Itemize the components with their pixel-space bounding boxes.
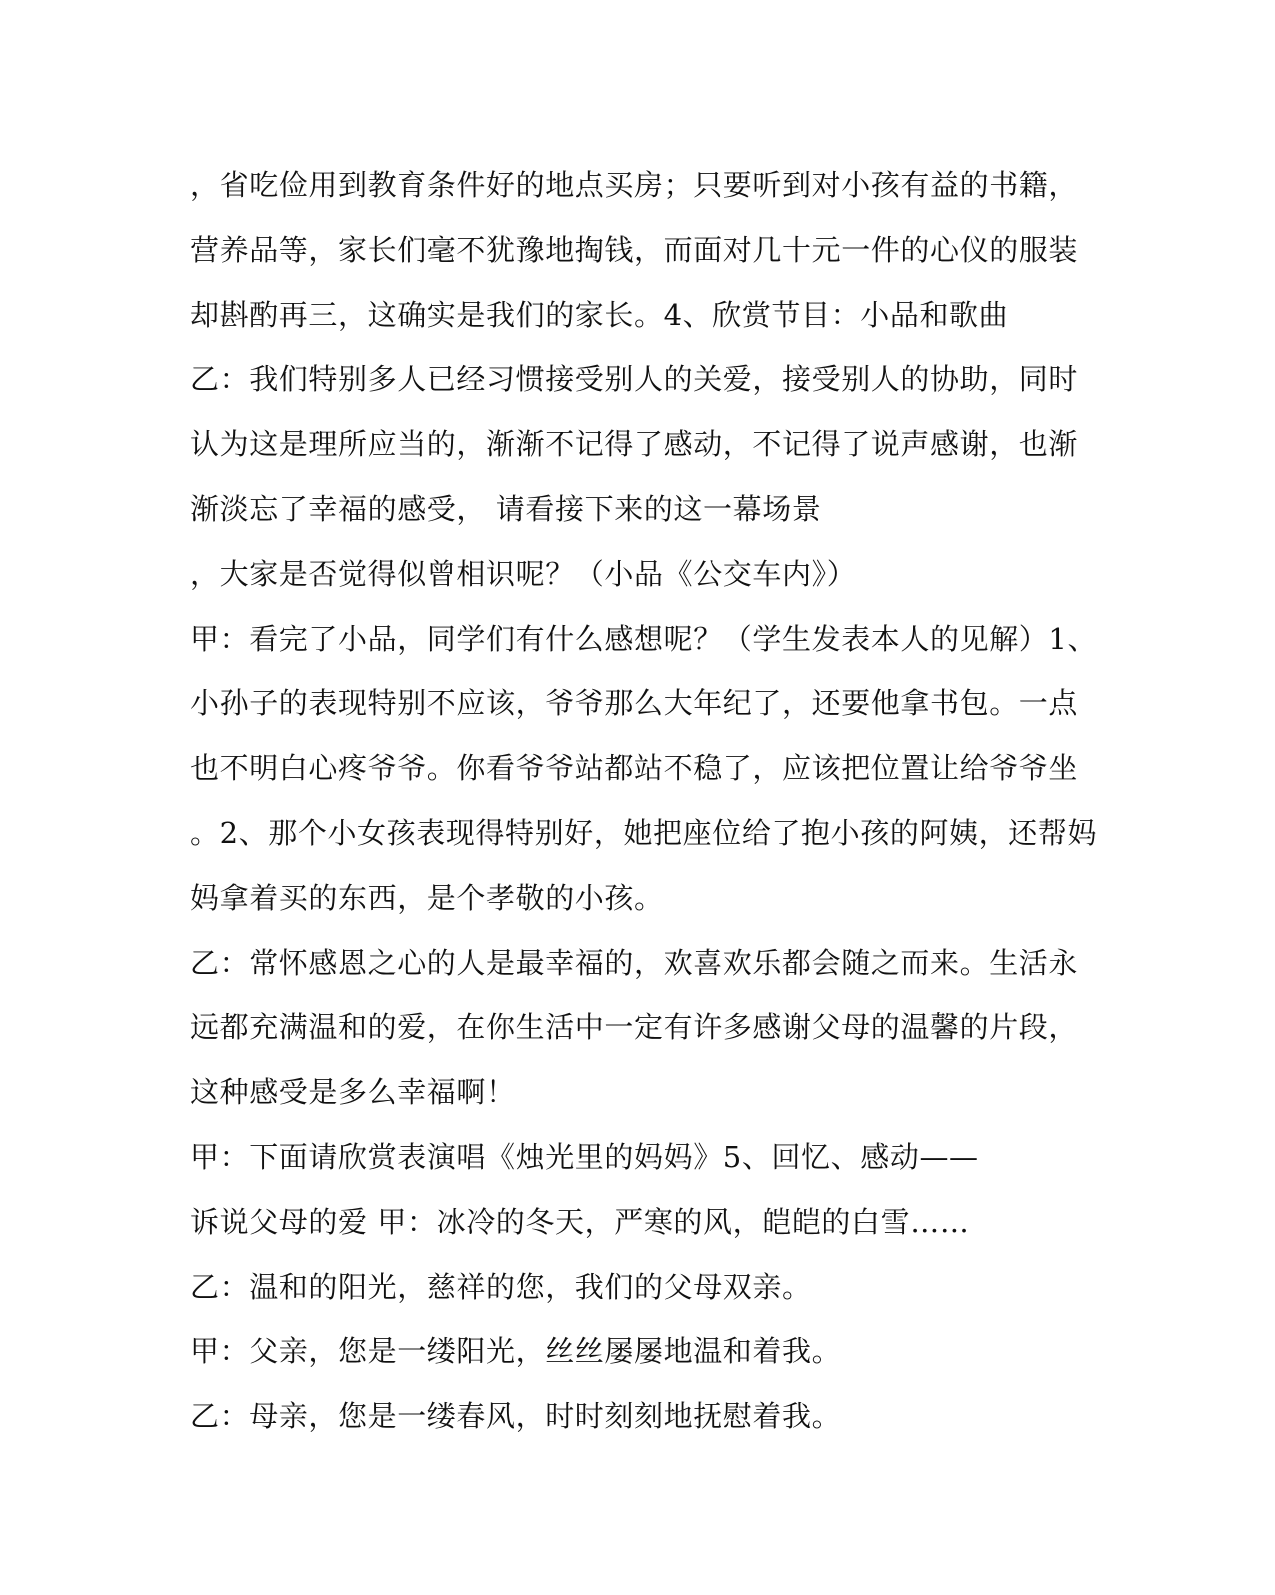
text-line: 这种感受是多么幸福啊！: [190, 1075, 516, 1110]
text-line: ，大家是否觉得似曾相识呢？（小品《公交车内》）: [190, 556, 857, 591]
text-line: 认为这是理所应当的，渐渐不记得了感动，不记得了说声感谢，也渐: [190, 427, 1079, 462]
text-line: 乙：母亲，您是一缕春风，时时刻刻地抚慰着我。: [190, 1399, 842, 1434]
text-line: 。2、那个小女孩表现得特别好，她把座位给了抱小孩的阿姨，还帮妈: [190, 815, 1098, 850]
text-line: 小孙子的表现特别不应该，爷爷那么大年纪了，还要他拿书包。一点: [190, 686, 1079, 721]
text-line: 妈拿着买的东西，是个孝敬的小孩。: [190, 880, 664, 915]
text-line: 甲：看完了小品，同学们有什么感想呢？（学生发表本人的见解）1、: [190, 621, 1098, 656]
text-line: 乙：温和的阳光，慈祥的您，我们的父母双亲。: [190, 1269, 812, 1304]
text-line: 远都充满温和的爱，在你生活中一定有许多感谢父母的温馨的片段，: [190, 1010, 1079, 1045]
text-line: 营养品等，家长们毫不犹豫地掏钱，而面对几十元一件的心仪的服装: [190, 232, 1079, 267]
text-line: 乙：我们特别多人已经习惯接受别人的关爱，接受别人的协助，同时: [190, 362, 1079, 397]
text-line: 渐淡忘了幸福的感受， 请看接下来的这一幕场景: [190, 491, 822, 526]
text-line: 甲：父亲，您是一缕阳光，丝丝屡屡地温和着我。: [190, 1334, 842, 1369]
text-line: ，省吃俭用到教育条件好的地点买房；只要听到对小孩有益的书籍，: [190, 168, 1079, 202]
document-body: [190, 162, 1098, 1458]
text-line: 却斟酌再三，这确实是我们的家长。4、欣赏节目：小品和歌曲: [190, 297, 1009, 332]
text-line: 甲：下面请欣赏表演唱《烛光里的妈妈》5、回忆、感动——: [190, 1139, 979, 1174]
text-line: 乙：常怀感恩之心的人是最幸福的，欢喜欢乐都会随之而来。生活永: [190, 945, 1079, 980]
text-line: 也不明白心疼爷爷。你看爷爷站都站不稳了，应该把位置让给爷爷坐: [190, 751, 1079, 786]
text-line: 诉说父母的爱 甲：冰冷的冬天，严寒的风，皑皑的白雪……: [190, 1204, 970, 1239]
